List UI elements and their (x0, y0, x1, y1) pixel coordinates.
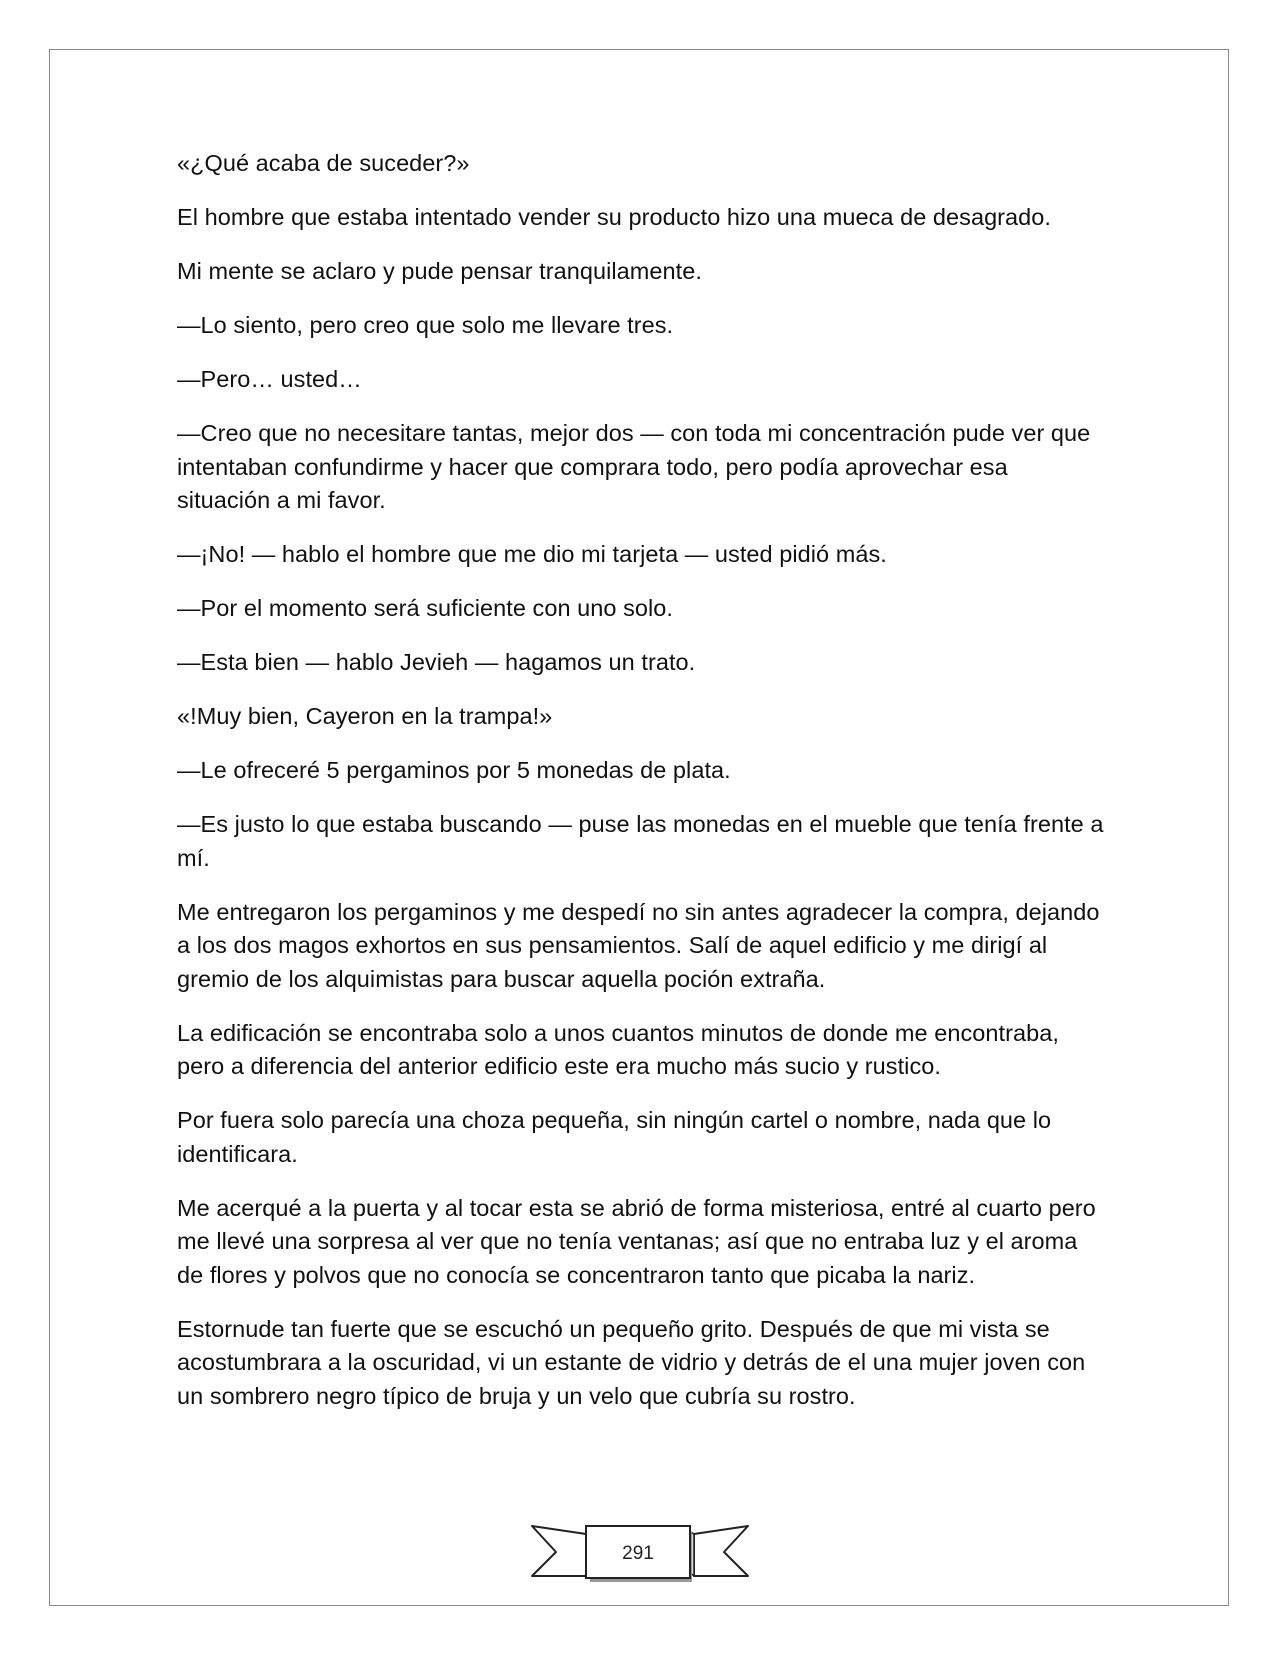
paragraph: Me acerqué a la puerta y al tocar esta se abrió de forma misteriosa, entré al cuarto pero me llevé una sorpresa al ver que no tenía ventanas; así que no entraba luz y el aroma de flores y polvos que no conocía se concentraron tanto que picaba la nariz. (177, 1194, 1096, 1288)
paragraph: —Le ofreceré 5 pergaminos por 5 monedas de plata. (177, 757, 731, 783)
paragraph: El hombre que estaba intentado vender su producto hizo una mueca de desagrado. (177, 204, 1051, 230)
paragraph: —¡No! — hablo el hombre que me dio mi tarjeta — usted pidió más. (177, 541, 887, 567)
paragraph: —Esta bien — hablo Jevieh — hagamos un trato. (177, 649, 696, 675)
paragraph: —Pero… usted… (177, 366, 362, 392)
paragraph: —Por el momento será suficiente con uno solo. (177, 595, 674, 621)
paragraph: Me entregaron los pergaminos y me despedí no sin antes agradecer la compra, dejando a los dos magos exhortos en sus pensamientos. Salí de aquel edificio y me dirigí al gremio de los alquimistas para buscar aquella poción extraña. (177, 898, 1100, 992)
paragraph: —Lo siento, pero creo que solo me llevare tres. (177, 312, 674, 338)
paragraph: —Es justo lo que estaba buscando — puse las monedas en el mueble que tenía frente a mí. (177, 811, 1104, 871)
paragraph: —Creo que no necesitare tantas, mejor dos — con toda mi concentración pude ver que intentaban confundirme y hacer que comprara todo, pero podía aprovechar esa situación a mi favor. (177, 420, 1091, 513)
paragraph: Mi mente se aclaro y pude pensar tranquilamente. (177, 258, 702, 284)
paragraph: «!Muy bien, Cayeron en la trampa!» (177, 703, 553, 729)
paragraph: La edificación se encontraba solo a unos cuantos minutos de donde me encontraba, pero a diferencia del anterior edificio este era mucho más sucio y rustico. (177, 1019, 1059, 1079)
paragraph: «¿Qué acaba de suceder?» (177, 150, 470, 176)
paragraph: Estornude tan fuerte que se escuchó un pequeño grito. Después de que mi vista se acostumbrara a la oscuridad, vi un estante de vidrio y detrás de el una mujer joven con un sombrero negro típico de bruja y un velo que cubría su rostro. (177, 1315, 1086, 1409)
page-number: 291 (622, 1543, 654, 1564)
body-text (177, 147, 1107, 1434)
paragraph: Por fuera solo parecía una choza pequeña, sin ningún cartel o nombre, nada que lo identificara. (177, 1107, 1052, 1167)
